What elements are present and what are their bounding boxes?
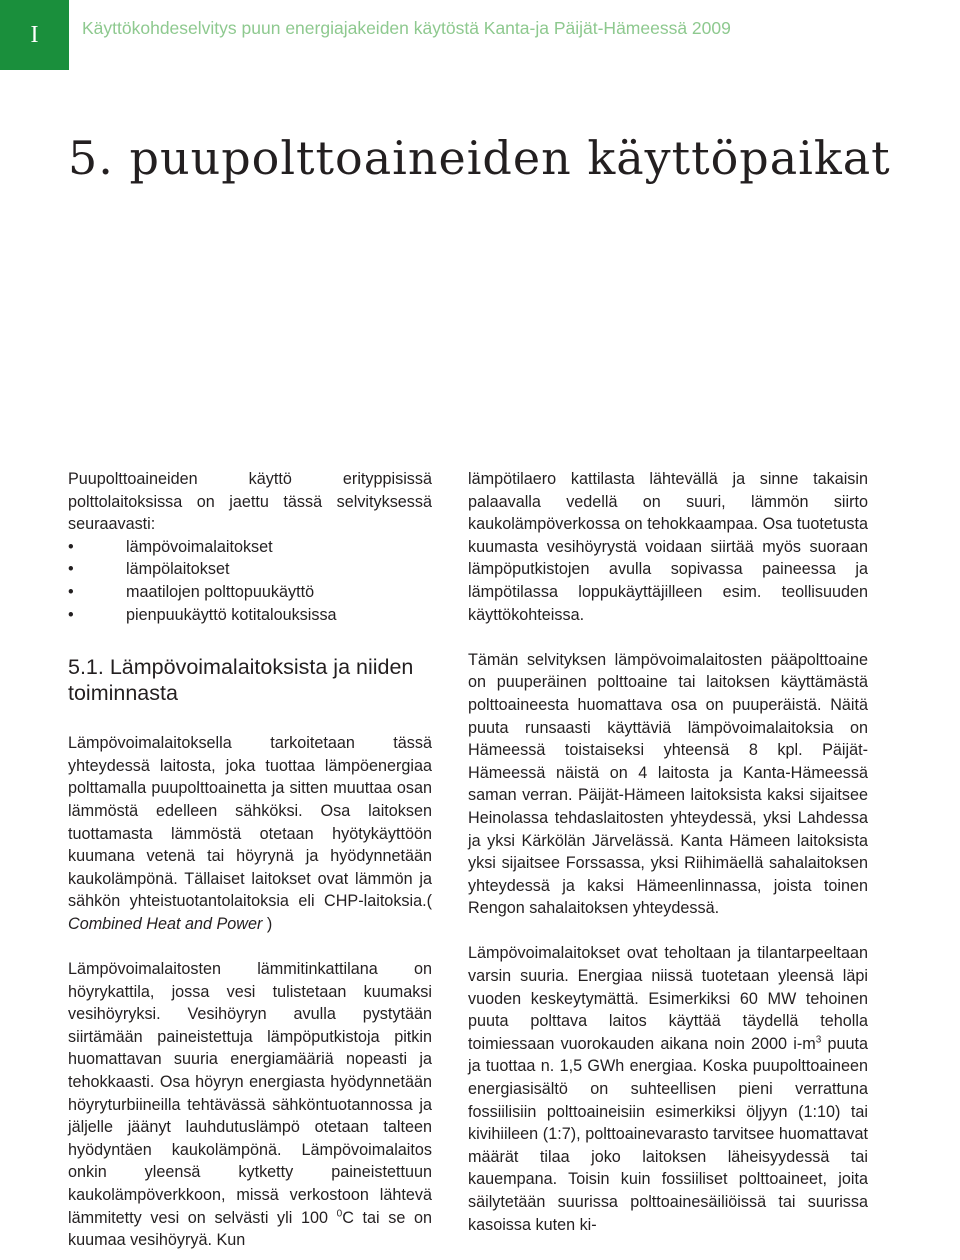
right-column [468,468,868,1236]
page-header [0,0,960,70]
paragraph-text: Lämpövoimalaitoksella tarkoitetaan tässä yhteydessä laitosta, joka tuottaa lämpöenergiaa polttamalla puupolttoainetta ja sitten muuttaa osan lämmöstä edelleen sähköksi. Osa laitoksen tuottamasta lämmöstä otetaan hyötykäyttöön kuumana vetenä tai höyrynä ja hyödynnetään kaukolämpönä. Tällaiset laitokset ovat lämmön ja sähkön yhteistuotantolaitoksia eli CHP-laitoksia.( [68,734,432,911]
paragraph-text: Lämpövoimalaitokset ovat teholtaan ja tilantarpeeltaan varsin suuria. Energiaa niissä tuotetaan yleensä läpi vuoden keskeytymättä. Esimerkiksi 60 MW tehoinen puuta polttava laitos käyttää täydellä teholla toimiessaan vuorokauden aikana noin 2000 i-m [468,944,868,1053]
superscript: 3 [815,1034,822,1046]
left-column [68,468,432,1252]
paragraph-text: ) [262,914,273,933]
page-marker: I [0,0,69,70]
body-paragraph: lämpötilaero kattilasta lähtevällä ja sinne takaisin palaavalla vedellä on suuri, lämmön siirto kaukolämpöverkossa on tehokkaampaa. Osa tuotetusta kuumasta vesihöyrystä voidaan siirtää myös suoraan lämpöputkistojen avulla sopivassa paineessa ja lämpötilassa loppukäyttäjilleen esim. teollisuuden käyttökohteissa. [468,470,868,624]
list-item: • pienpuukäyttö kotitalouksissa [68,604,432,627]
list-item: • lämpölaitokset [68,558,432,581]
list-item: • maatilojen polttopuukäyttö [68,581,432,604]
body-paragraph: Tämän selvityksen lämpövoimalaitosten pääpolttoaine on puuperäinen polttoaine tai laitoksen käyttämästä polttoaineesta huomattava osa on puuperäistä. Näitä puuta runsaasti käyttäviä lämpövoimalaitoksia on Hämeessä toistaiseksi yhteensä 8 kpl. Päijät-Hämeessä näistä on 4 laitosta ja Kanta-Hämeessä saman verran. Päijät-Hämeen laitoksista kaksi sijaitsee Heinolassa tehdaslaitosten yhteydessä, yksi Lahdessa ja yksi Kärkölän Järvelässä. Kanta Hämeen laitoksista yksi sijaitsee Forssassa, yksi Riihimäellä sahalaitoksen yhteydessä ja kaksi Hämeenlinnassa, joista toinen Rengon sahalaitoksen yhteydessä. [468,650,868,918]
section-heading: 5.1. Lämpövoimalaitoksista ja niiden toiminnasta [68,655,414,706]
paragraph-text: C tai se on kuumaa vesihöyryä. Kun [68,1208,432,1250]
paragraph-text: puuta ja tuottaa n. 1,5 GWh energiaa. Koska puupolttoaineen energiasisältö on suhteellisen pieni verrattuna fossiilisiin polttoaineisiin esimerkiksi öljyyn (1:10) tai kivihiileen (1:7), polttoainevarasto tarvitsee huomattavat määrät tilaa joko laitoksen läheisyydessä tai kauempana. Toisin kuin fossiiliset polttoaineet, joita säilytetään suurissa polttoainesäiliöissä tai suurissa kasoissa kuten ki- [468,1034,868,1234]
chapter-title: 5. puupolttoaineiden käyttöpaikat [68,131,891,185]
paragraph-text: Lämpövoimalaitosten lämmitinkattilana on höyrykattila, jossa vesi tulistetaan kuumaksi vesihöyryksi. Vesihöyryn avulla pystytään siirtämään paineistettuja lämpöputkistoja pitkin huomattavan suuria energiamääriä nopeasti ja tehokkaasti. Osa höyryn energiasta hyödynnetään höyryturbiineilla tehtävässä sähköntuotannossa ja jäljelle jäänyt lauhdutuslämpö otetaan talteen hyödyntäen kaukolämpönä. Lämpövoimalaitos onkin yleensä kytketty paineistettuun kaukolämpöverkkoon, missä verkostoon lähtevä lämmitetty vesi on selvästi yli 100 [68,960,432,1227]
body-paragraph [68,958,432,1252]
body-paragraph [68,732,432,935]
list-item: • lämpövoimalaitokset [68,536,432,559]
superscript: 0 [336,1208,343,1220]
intro-paragraph: Puupolttoaineiden käyttö erityppisissä polttolaitoksissa on jaettu tässä selvityksessä seuraavasti: [68,470,432,534]
body-paragraph [468,942,868,1236]
italic-term: Combined Heat and Power [68,914,263,933]
running-title: Käyttökohdeselvitys puun energiajakeiden käytöstä Kanta-ja Päijät-Hämeessä 2009 [82,18,731,38]
bullet-list [68,536,432,626]
